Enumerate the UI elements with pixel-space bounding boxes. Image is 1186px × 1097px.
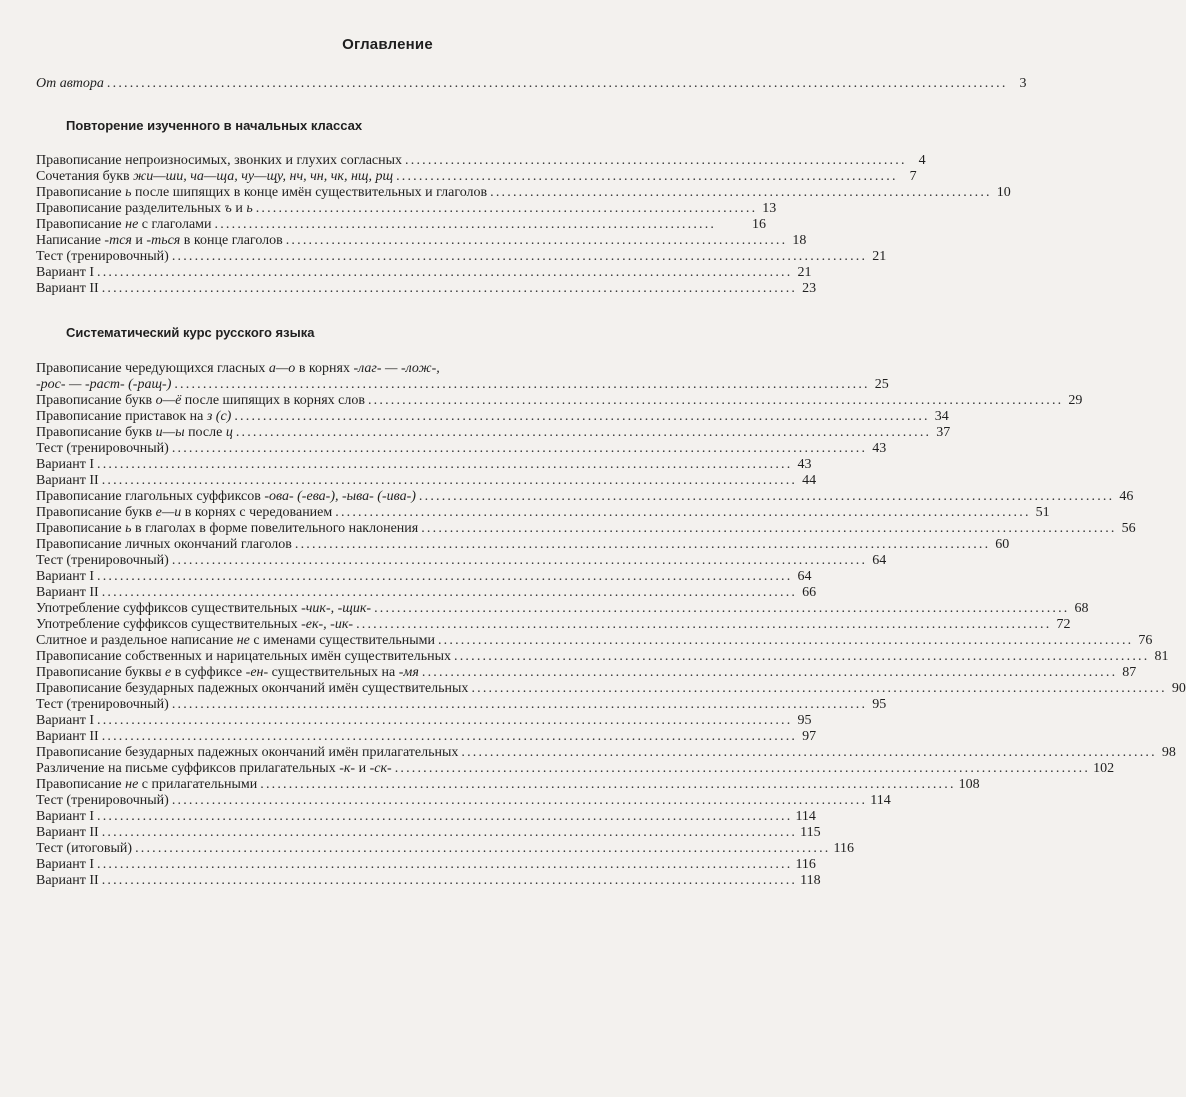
toc-entry[interactable]	[36, 153, 926, 169]
toc-page-number: 115	[800, 825, 821, 840]
toc-entry[interactable]	[36, 217, 766, 233]
toc-entry-label: Правописание безударных падежных окончаний имён прилагательных	[36, 745, 459, 760]
toc-entry-label: Правописание ь после шипящих в конце имён существительных и глаголов	[36, 185, 488, 200]
toc-page-number: 68	[1074, 601, 1089, 616]
toc-entry-preface[interactable]	[36, 76, 1027, 92]
toc-page-number: 66	[802, 585, 817, 600]
leader-dots: ..........................................................................................................................	[101, 281, 798, 296]
toc-entry[interactable]	[36, 409, 949, 425]
leader-dots: ..........................................................................................................................	[97, 569, 793, 584]
toc-page-number: 43	[872, 441, 887, 456]
toc-entry[interactable]	[36, 393, 1083, 409]
toc-page-number: 116	[795, 857, 816, 872]
toc-page-number: 46	[1119, 489, 1134, 504]
toc-page-number: 18	[792, 233, 807, 248]
toc-page-number: 72	[1056, 617, 1071, 632]
toc-page-number: 21	[872, 249, 887, 264]
toc-entry[interactable]	[36, 681, 1186, 697]
page-title: Оглавление	[342, 36, 433, 53]
toc-page-number: 64	[872, 553, 887, 568]
leader-dots: ..........................................................................................................................	[171, 553, 868, 568]
toc-entry-label: Вариант II	[36, 729, 99, 744]
toc-entry[interactable]	[36, 777, 980, 793]
leader-dots: ..........................................................................................................................	[171, 441, 868, 456]
toc-entry[interactable]	[36, 457, 812, 473]
toc-entry-label: Тест (тренировочный)	[36, 441, 169, 456]
toc-entry[interactable]	[36, 569, 812, 585]
leader-dots: ..........................................................................................................................	[97, 457, 793, 472]
toc-page-number: 4	[918, 153, 926, 168]
leader-dots: ..........................................................................................................................	[394, 761, 1091, 776]
leader-dots: ........................................................................................	[396, 169, 898, 184]
toc-entry[interactable]	[36, 825, 821, 841]
toc-entry-label: Употребление суффиксов существительных -чик-, -щик-	[36, 601, 372, 616]
toc-entry[interactable]	[36, 249, 887, 265]
toc-page-number: 108	[958, 777, 980, 792]
leader-dots: ..........................................................................................................................	[171, 249, 868, 264]
toc-entry[interactable]	[36, 601, 1089, 617]
leader-dots: ..........................................................................................................................	[101, 873, 798, 888]
toc-entry[interactable]	[36, 713, 812, 729]
leader-dots: ..........................................................................................................................	[461, 745, 1157, 760]
leader-dots: ..........................................................................................................................	[135, 841, 831, 856]
leader-dots: ........................................................................................	[214, 217, 717, 232]
toc-entry-label: Правописание ь в глаголах в форме повелительного наклонения	[36, 521, 419, 536]
toc-page-number: 95	[797, 713, 812, 728]
section-heading-systematic: Систематический курс русского языка	[66, 325, 315, 340]
toc-entry-label: Сочетания букв жи—ши, ча—ща, чу—щу, нч, чн, чк, нщ, рщ	[36, 169, 394, 184]
leader-dots: ..........................................................................................................................	[97, 265, 793, 280]
toc-entry-label: Тест (тренировочный)	[36, 697, 169, 712]
leader-dots: ..........................................................................................................................	[471, 681, 1167, 696]
toc-entry[interactable]	[36, 233, 807, 249]
toc-entry-label: Вариант I	[36, 265, 95, 280]
toc-entry-label: Написание -тся и -ться в конце глаголов	[36, 233, 283, 248]
toc-entry-label: Вариант I	[36, 857, 95, 872]
toc-entry-label: Вариант II	[36, 825, 99, 840]
leader-dots: ..........................................................................................................................	[174, 377, 870, 392]
toc-page-number: 37	[936, 425, 951, 440]
toc-entry-label: Употребление суффиксов существительных -ек-, -ик-	[36, 617, 354, 632]
toc-page-number: 114	[870, 793, 891, 808]
leader-dots: ..........................................................................................................................	[260, 777, 956, 792]
toc-page-number: 98	[1161, 745, 1176, 760]
toc-page-number: 118	[800, 873, 821, 888]
toc-entry[interactable]	[36, 169, 917, 185]
toc-entry-label-line1[interactable]: Правописание чередующихся гласных а—о в корнях -лаг- — -лож-,	[36, 361, 440, 376]
toc-entry[interactable]	[36, 857, 816, 873]
toc-page-number: 64	[797, 569, 812, 584]
toc-page-number: 23	[802, 281, 817, 296]
toc-entry-label: От автора	[36, 76, 104, 91]
toc-page-number: 3	[1019, 76, 1027, 91]
toc-page-number: 25	[874, 377, 889, 392]
toc-entry-label: -рос- — -раст- (-ращ-)	[36, 377, 172, 392]
toc-page-number: 97	[802, 729, 817, 744]
leader-dots: ..........................................................................................................................	[421, 521, 1117, 536]
toc-entry-label: Тест (тренировочный)	[36, 249, 169, 264]
leader-dots: ........................................................................................	[285, 233, 788, 248]
leader-dots: ..........................................................................................................................	[101, 473, 798, 488]
toc-page-number: 90	[1171, 681, 1186, 696]
toc-entry-label: Правописание букв е—и в корнях с чередованием	[36, 505, 333, 520]
toc-entry[interactable]	[36, 585, 817, 601]
leader-dots: ..............................................................................................................................................................	[106, 76, 1008, 91]
leader-dots: ..........................................................................................................................	[437, 633, 1134, 648]
toc-entry-label: Правописание не с прилагательными	[36, 777, 258, 792]
toc-entry[interactable]	[36, 185, 1011, 201]
toc-page-number: 116	[833, 841, 854, 856]
leader-dots: ..........................................................................................................................	[335, 505, 1031, 520]
toc-entry-label: Различение на письме суффиксов прилагательных -к- и -ск-	[36, 761, 392, 776]
leader-dots: ..........................................................................................................................	[421, 665, 1118, 680]
toc-entry-label: Правописание приставок на з (с)	[36, 409, 232, 424]
toc-page-number: 95	[872, 697, 887, 712]
toc-entry[interactable]	[36, 505, 1050, 521]
toc-entry[interactable]	[36, 873, 821, 889]
toc-entry[interactable]	[36, 537, 1010, 553]
leader-dots: ..........................................................................................................................	[101, 825, 798, 840]
toc-entry-label: Тест (итоговый)	[36, 841, 133, 856]
toc-entry-label: Правописание непроизносимых, звонких и глухих согласных	[36, 153, 403, 168]
toc-entry-label: Правописание собственных и нарицательных имён существительных	[36, 649, 452, 664]
toc-entry[interactable]	[36, 745, 1176, 761]
toc-entry-label: Слитное и раздельное написание не с именами существительными	[36, 633, 435, 648]
toc-page-number: 16	[752, 217, 766, 232]
toc-entry[interactable]	[36, 809, 816, 825]
toc-entry[interactable]	[36, 761, 1115, 777]
toc-entry-label: Тест (тренировочный)	[36, 553, 169, 568]
toc-entry[interactable]	[36, 633, 1153, 649]
toc-page-number: 7	[909, 169, 917, 184]
toc-entry[interactable]	[36, 793, 891, 809]
toc-entry[interactable]	[36, 553, 887, 569]
toc-page-number: 10	[996, 185, 1011, 200]
toc-page-number: 13	[762, 201, 777, 216]
toc-page-number: 21	[797, 265, 812, 280]
leader-dots: ..........................................................................................................................	[454, 649, 1150, 664]
leader-dots: ..........................................................................................................................	[235, 425, 932, 440]
toc-entry[interactable]	[36, 521, 1136, 537]
toc-entry[interactable]	[36, 649, 1169, 665]
toc-page-number: 87	[1122, 665, 1137, 680]
toc-page-number: 43	[797, 457, 812, 472]
toc-entry[interactable]	[36, 841, 854, 857]
toc-page-number: 34	[934, 409, 949, 424]
toc-entry[interactable]	[36, 729, 817, 745]
toc-entry-label: Вариант I	[36, 457, 95, 472]
leader-dots: ..........................................................................................................................	[171, 793, 868, 808]
toc-entry-label: Вариант I	[36, 809, 95, 824]
toc-entry-label: Правописание букв и—ы после ц	[36, 425, 233, 440]
leader-dots: ........................................................................................	[255, 201, 758, 216]
toc-page-number: 76	[1138, 633, 1153, 648]
toc-entry-label: Тест (тренировочный)	[36, 793, 169, 808]
leader-dots: ..........................................................................................................................	[294, 537, 991, 552]
toc-entry-label: Правописание букв о—ё после шипящих в корнях слов	[36, 393, 365, 408]
toc-entry[interactable]	[36, 377, 889, 393]
toc-entry[interactable]	[36, 665, 1137, 681]
toc-entry[interactable]	[36, 425, 951, 441]
leader-dots: ..........................................................................................................................	[97, 809, 793, 824]
toc-page-number: 114	[795, 809, 816, 824]
toc-entry-label: Вариант II	[36, 873, 99, 888]
toc-entry[interactable]	[36, 201, 777, 217]
toc-entry[interactable]	[36, 697, 887, 713]
section-heading-primary: Повторение изученного в начальных классах	[66, 118, 363, 133]
toc-page-number: 29	[1068, 393, 1083, 408]
toc-entry[interactable]	[36, 265, 812, 281]
toc-entry-label: Вариант II	[36, 585, 99, 600]
toc-page-number: 102	[1093, 761, 1115, 776]
toc-entry-label: Вариант I	[36, 569, 95, 584]
leader-dots: ..........................................................................................................................	[97, 857, 793, 872]
toc-entry-label: Правописание разделительных ъ и ь	[36, 201, 253, 216]
leader-dots: ..........................................................................................................................	[171, 697, 868, 712]
leader-dots: ..........................................................................................................................	[101, 729, 798, 744]
toc-page-number: 44	[802, 473, 817, 488]
toc-entry-label: Правописание буквы е в суффиксе -ен- существительных на -мя	[36, 665, 419, 680]
toc-page-number: 56	[1121, 521, 1136, 536]
leader-dots: ..........................................................................................................................	[101, 585, 798, 600]
toc-entry-label: Правописание безударных падежных окончаний имён существительных	[36, 681, 469, 696]
toc-entry-label: Правописание глагольных суффиксов -ова- (-ева-), -ыва- (-ива-)	[36, 489, 416, 504]
leader-dots: ........................................................................................	[405, 153, 907, 168]
toc-page-number: 60	[995, 537, 1010, 552]
leader-dots: ..........................................................................................................................	[367, 393, 1064, 408]
leader-dots: ..........................................................................................................................	[356, 617, 1052, 632]
leader-dots: ..........................................................................................................................	[374, 601, 1070, 616]
leader-dots: ........................................................................................	[490, 185, 992, 200]
toc-entry-label: Правописание не с глаголами	[36, 217, 212, 232]
toc-entry[interactable]	[36, 489, 1134, 505]
toc-entry[interactable]	[36, 441, 887, 457]
toc-page-number: 81	[1154, 649, 1169, 664]
leader-dots: ..........................................................................................................................	[234, 409, 930, 424]
toc-entry-label: Вариант I	[36, 713, 95, 728]
toc-entry-label: Вариант II	[36, 281, 99, 296]
toc-page-number: 51	[1035, 505, 1050, 520]
leader-dots: ..........................................................................................................................	[418, 489, 1115, 504]
toc-entry[interactable]	[36, 281, 817, 297]
toc-entry-label: Вариант II	[36, 473, 99, 488]
toc-entry[interactable]	[36, 617, 1071, 633]
toc-entry-label: Правописание личных окончаний глаголов	[36, 537, 292, 552]
toc-entry[interactable]	[36, 473, 817, 489]
leader-dots: ..........................................................................................................................	[97, 713, 793, 728]
